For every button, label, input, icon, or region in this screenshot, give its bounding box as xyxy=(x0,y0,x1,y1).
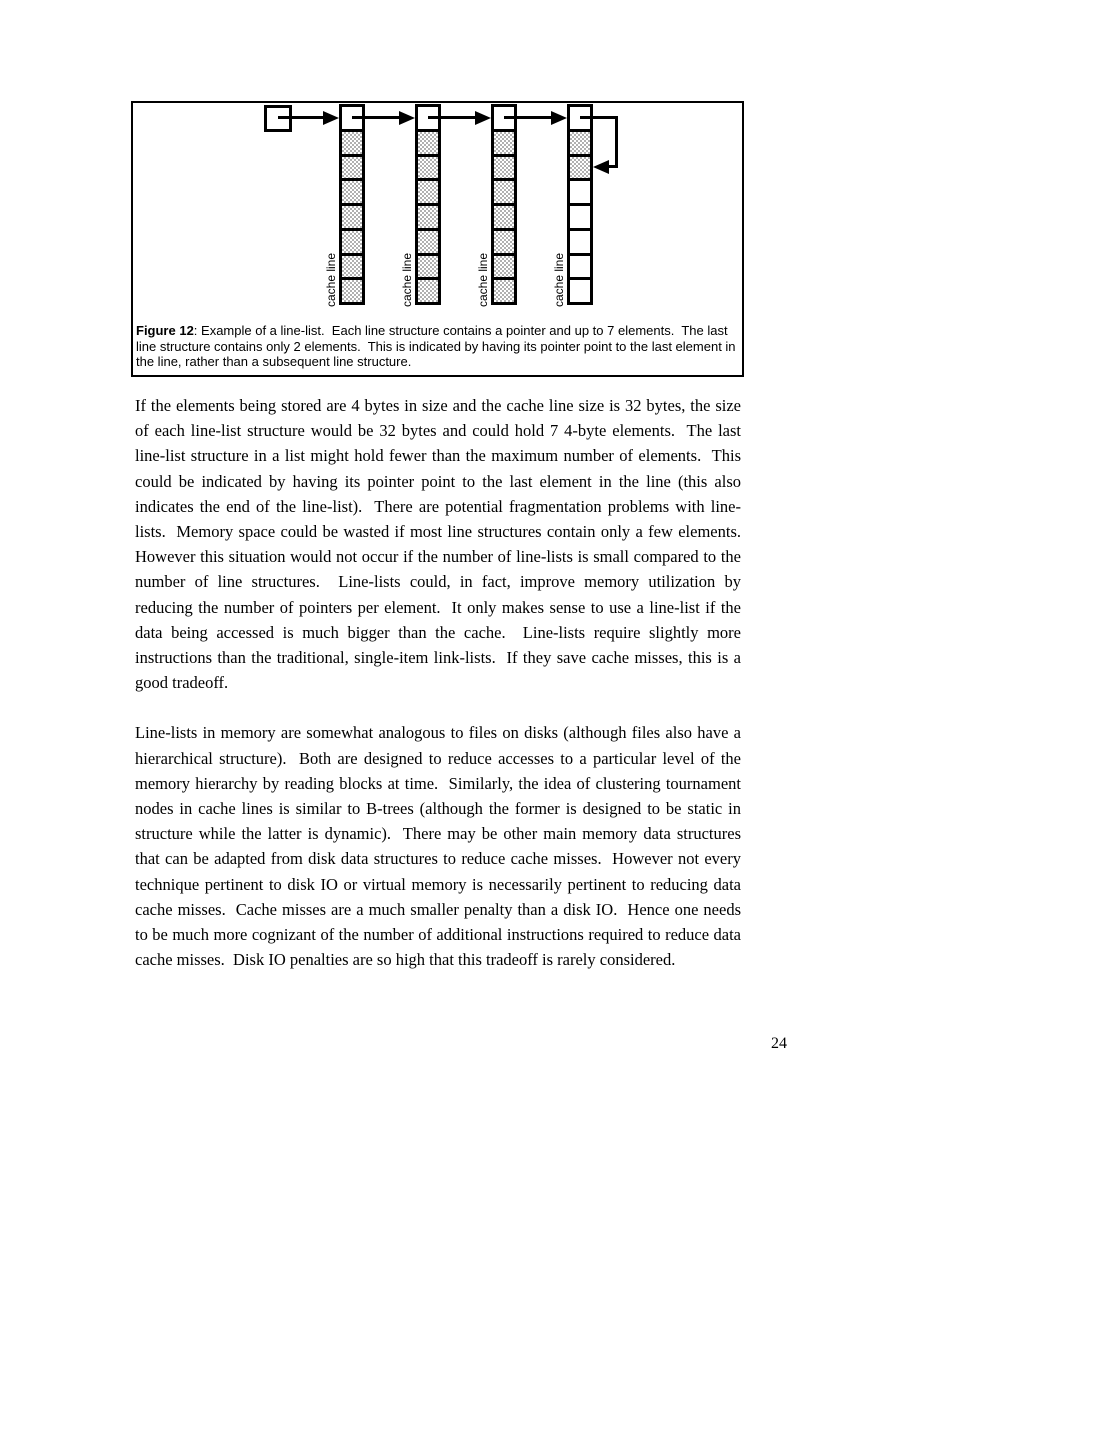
element-cell-filled xyxy=(418,157,438,182)
line-structure xyxy=(339,104,365,305)
element-cell-empty xyxy=(570,256,590,281)
paragraph-line-list-sizing: If the elements being stored are 4 bytes in size and the cache line size is 32 bytes, the size of each line-list structure would be 32 bytes and could hold 7 4-byte elements. The last line-list structure in a list might hold fewer than the maximum number of elements. This could be indicated by having its pointer point to the last element in the line (this also indicates the end of the line-list). There are potential fragmentation problems with line-lists. Memory space could be wasted if most line structures contain only a few elements. However this situation would not occur if the number of line-lists is small compared to the number of line structures. Line-lists could, in fact, improve memory utilization by reducing the number of pointers per element. It only makes sense to use a line-list if the data being accessed is much bigger than the cache. Line-lists require slightly more instructions than the traditional, single-item link-lists. If they save cache misses, this is a good tradeoff. xyxy=(135,396,750,693)
pointer-cell xyxy=(418,107,438,132)
figure-caption xyxy=(136,323,739,370)
cache-line-label: cache line xyxy=(552,252,566,307)
element-cell-filled xyxy=(418,206,438,231)
pointer-cell xyxy=(570,107,590,132)
element-cell-empty xyxy=(570,181,590,206)
pointer-arrow-line xyxy=(428,116,477,119)
figure-caption-text: : Example of a line-list. Each line structure contains a pointer and up to 7 elements. The last line structure contains only 2 elements. This is indicated by having its pointer point to the last element in the line, rather than a subsequent line structure. xyxy=(136,323,740,369)
element-cell-filled xyxy=(418,231,438,256)
line-list-diagram xyxy=(133,103,742,321)
return-arrow-top-line xyxy=(580,116,618,119)
element-cell-filled xyxy=(494,280,514,302)
element-cell-empty xyxy=(570,231,590,256)
element-cell-filled xyxy=(418,280,438,302)
element-cell-filled xyxy=(570,132,590,157)
element-cell-filled xyxy=(418,132,438,157)
line-structure xyxy=(415,104,441,305)
paragraph-line-list-analogy: Line-lists in memory are somewhat analogous to files on disks (although files also have a hierarchical structure). Both are designed to reduce accesses to a particular level of the memory hierarchy by reading blocks at time. Similarly, the idea of clustering tournament nodes in cache lines is similar to B-trees (although the former is designed to be static in structure while the latter is dynamic). There may be other main memory data structures that can be adapted from disk data structures to reduce cache misses. However not every technique pertinent to disk IO or virtual memory is necessarily pertinent to reducing data cache misses. Cache misses are a much smaller penalty than a disk IO. Hence one needs to be much more cognizant of the number of additional instructions required to reduce data cache misses. Disk IO penalties are so high that this tradeoff is rarely considered. xyxy=(135,723,746,970)
pointer-arrow-line xyxy=(504,116,553,119)
body-text xyxy=(135,393,750,997)
element-cell-filled xyxy=(494,256,514,281)
cache-line-label: cache line xyxy=(476,252,490,307)
pointer-arrow-line xyxy=(352,116,401,119)
element-cell-filled xyxy=(494,206,514,231)
cache-line-label: cache line xyxy=(400,252,414,307)
pointer-arrowhead-right xyxy=(475,111,491,125)
element-cell-empty xyxy=(570,280,590,302)
element-cell-filled xyxy=(342,157,362,182)
figure-caption-label: Figure 12 xyxy=(136,323,194,338)
cache-line-label: cache line xyxy=(324,252,338,307)
element-cell-filled xyxy=(494,181,514,206)
pointer-arrow-line xyxy=(278,116,325,119)
element-cell-filled xyxy=(342,280,362,302)
pointer-cell xyxy=(494,107,514,132)
line-structure xyxy=(491,104,517,305)
element-cell-empty xyxy=(570,206,590,231)
pointer-arrowhead-right xyxy=(399,111,415,125)
pointer-cell xyxy=(342,107,362,132)
element-cell-filled xyxy=(342,206,362,231)
element-cell-filled xyxy=(418,181,438,206)
page-number: 24 xyxy=(771,1035,787,1052)
pointer-arrowhead-right xyxy=(551,111,567,125)
element-cell-filled xyxy=(494,231,514,256)
element-cell-filled xyxy=(342,132,362,157)
pointer-arrowhead-right xyxy=(323,111,339,125)
element-cell-filled xyxy=(342,256,362,281)
figure-12-box xyxy=(131,101,744,377)
element-cell-filled xyxy=(494,132,514,157)
return-arrowhead-left xyxy=(593,160,609,174)
return-arrow-vertical-line xyxy=(615,116,618,168)
line-structure xyxy=(567,104,593,305)
element-cell-filled xyxy=(494,157,514,182)
element-cell-filled xyxy=(342,181,362,206)
element-cell-filled xyxy=(342,231,362,256)
element-cell-filled xyxy=(418,256,438,281)
element-cell-filled xyxy=(570,157,590,182)
